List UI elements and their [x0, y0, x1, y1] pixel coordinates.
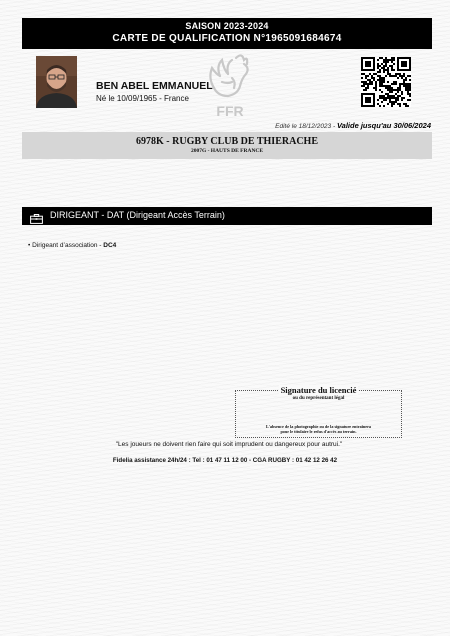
qr-code: [361, 57, 411, 107]
qualification-code: DC4: [103, 242, 117, 249]
holder-photo: [36, 56, 77, 108]
signature-title-text: Signature du licencié: [280, 385, 357, 395]
season-label: SAISON 2023-2024: [185, 21, 269, 31]
club-subtitle: 2007G - HAUTS DE FRANCE: [190, 148, 264, 154]
briefcase-icon: [30, 211, 43, 221]
club-band: [22, 132, 432, 159]
valid-until: Valide jusqu'au 30/06/2024: [336, 121, 431, 130]
club-name: 6978K - RUGBY CLUB DE THIERACHE: [136, 136, 318, 147]
signature-note-line2: pour le titulaire le refus d'accès au terrain.: [280, 429, 357, 434]
role-label: DIRIGEANT - DAT (Dirigeant Accès Terrain): [50, 210, 225, 220]
qualification-item: [28, 242, 116, 249]
assistance-contact: Fidelia assistance 24h/24 : Tel : 01 47 11 12 00 - CGA RUGBY : 01 42 12 26 42: [112, 457, 338, 464]
role-band: [22, 207, 432, 225]
holder-name: BEN ABEL EMMANUEL: [96, 80, 213, 92]
header-band: [22, 18, 432, 49]
ffr-rooster-logo: [198, 48, 262, 122]
issued-date: Edité le 18/12/2023 -: [275, 123, 337, 130]
signature-title: [236, 385, 401, 395]
ffr-logo-text: FFR: [216, 103, 244, 119]
signature-subtitle: ou du représentant légal: [292, 396, 345, 401]
card-title: CARTE DE QUALIFICATION N°1965091684674: [112, 33, 342, 44]
rules-quote: "Les joueurs ne doivent rien faire qui soit imprudent ou dangereux pour autrui.": [115, 441, 343, 448]
qualification-bullet: •: [28, 242, 33, 249]
validity-line: [275, 121, 431, 130]
qualification-text: Dirigeant d’association -: [32, 242, 104, 249]
holder-birth: Né le 10/09/1965 - France: [96, 94, 189, 103]
signature-box: [235, 385, 402, 438]
signature-note-line1: L'absence de la photographie ou de la signature entraînera: [265, 424, 372, 429]
